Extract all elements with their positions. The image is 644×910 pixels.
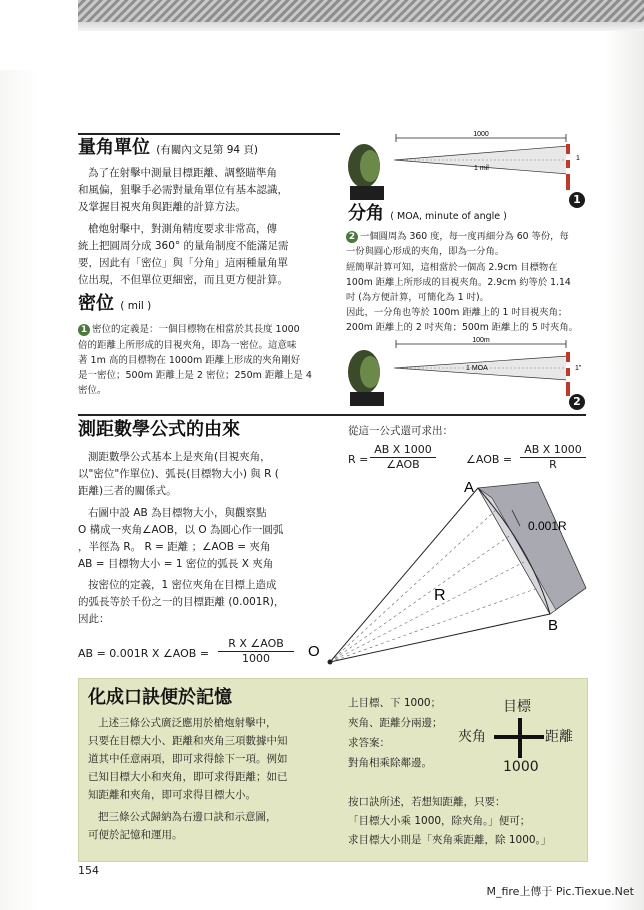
header-hatch-band [78, 0, 644, 22]
label-b: B [548, 617, 559, 634]
moa-subtitle: ( MOA, minute of angle ) [390, 211, 507, 222]
moa-sighting-figure [346, 336, 586, 408]
formula1-denominator: ∠AOB [386, 458, 420, 471]
section1-para2-line: 槍炮射擊中，對測角精度要求非常高，傳 [88, 223, 277, 235]
section1-title-text: 量角單位 [78, 137, 150, 158]
target-pole-stripe [566, 362, 570, 368]
rhyme-line: 對角相乘除鄰邊。 [348, 757, 432, 769]
formula1-left: R = [348, 453, 369, 466]
height-label: 1 [576, 155, 580, 162]
ab-formula-left: AB = 0.001R X ∠AOB = [78, 647, 210, 660]
formula2-fraction [520, 443, 586, 472]
header-shade [78, 22, 644, 31]
mil-line: 著 1m 高的目標物在 1000m 距離上形成的夾角剛好 [78, 355, 301, 366]
cross-left-label: 夾角 [458, 729, 486, 745]
label-a: A [464, 479, 475, 496]
mnemonic-para1-line: 知距離和夾角，即可求得目標大小。 [88, 789, 256, 801]
distance-label: 1000 [473, 131, 489, 138]
mnemonic-title: 化成口訣便於記憶 [88, 687, 232, 708]
mil-title [78, 293, 152, 314]
section2-title: 測距數學公式的由來 [78, 419, 240, 440]
mnemonic-para1-line: 已知目標大小和夾角，即可求得距離；如已 [88, 771, 288, 783]
label-arc: 0.001R [528, 519, 567, 533]
cross-right-label: 距離 [545, 729, 573, 745]
page-number: 154 [78, 864, 99, 877]
figure-2-badge: 2 [569, 394, 585, 410]
section1-para2-line: 統上把圓周分成 360° 的量角制度不能滿足需 [78, 240, 289, 252]
mil-line: 倍的距離上所形成的目視夾角，即為一密位。這意味 [78, 340, 297, 351]
rule-line: 按口訣所述，若想知距離，只要： [348, 796, 506, 808]
section2-para1-line: 距離)三者的關係式。 [78, 485, 177, 497]
formula2-left: ∠AOB = [466, 453, 513, 466]
target-pole-stripe [566, 154, 570, 160]
section2-para1-line: 測距數學公式基本上是夾角(目視夾角， [88, 451, 271, 463]
moa-title [348, 203, 507, 224]
moa-line [346, 229, 569, 244]
formula2-numerator: AB X 1000 [520, 443, 586, 458]
section1-rule [78, 133, 340, 135]
mnemonic-para2-line: 把三條公式歸納為右邊口訣和示意圖， [98, 811, 277, 823]
section1-title [78, 137, 259, 158]
derive-caption: 從這一公式還可求出： [348, 425, 453, 437]
angle-label: 1 MOA [466, 365, 488, 372]
section1-para1-line: 和風偏，狙擊手必需對量角單位有基本認識， [78, 184, 288, 196]
mnemonic-para1-line: 上述三條公式廣泛應用於槍炮射擊中， [98, 717, 277, 729]
point-o [328, 660, 333, 665]
section2-para2-line: 右圖中設 AB 為目標物大小，與觀察點 [88, 507, 267, 519]
cross-bottom-label: 1000 [503, 759, 539, 775]
section2-para3-line: 按密位的定義，1 密位夾角在目標上造成 [88, 579, 277, 591]
number-1-icon: 1 [78, 324, 90, 336]
mnemonic-para2-line: 可便於記憶和運用。 [88, 829, 183, 841]
section2-para2-line: ，半徑為 R。 R = 距離 ；∠AOB = 夾角 [78, 541, 271, 553]
angle-geometry-diagram [300, 470, 590, 670]
target-pole [566, 352, 570, 396]
mil-line: 密位。 [78, 385, 107, 396]
mnemonic-para1-line: 只要在目標大小、距離和夾角三項數據中知 [88, 735, 288, 747]
target-pole-stripe [566, 168, 570, 174]
moa-line: 一份與圓心形成的夾角，即為一分角。 [346, 246, 505, 257]
dashed-ray [330, 510, 496, 662]
moa-line: 100m 距離上所形成的目視夾角。2.9cm 約等於 1.14 [346, 277, 571, 288]
cross-top-label: 目標 [503, 699, 531, 715]
moa-line: 經簡單計算可知，這相當於一個高 2.9cm 目標物在 [346, 262, 558, 273]
section2-para3-line: 的弧長等於千份之一的目標距離 (0.001R)， [78, 596, 285, 608]
number-2-icon: 2 [346, 231, 358, 243]
formula1-fraction [370, 443, 436, 472]
section2-para2-line: O 構成一夾角∠AOB，以 O 為圓心作一圓弧 [78, 524, 284, 536]
section2-para1-line: 以"密位"作單位)、弧長(目標物大小) 與 R ( [78, 468, 279, 480]
upload-credit: M_fire上傳于 Pic.Tiexue.Net [486, 885, 634, 898]
formula1-numerator: AB X 1000 [370, 443, 436, 458]
ray-ob [330, 614, 550, 662]
mnemonic-para1-line: 道其中任意兩項，即可求得餘下一項。例如 [88, 753, 288, 765]
mil-sighting-figure [346, 130, 586, 206]
moa-line: 吋 (為方便計算，可簡化為 1 吋)。 [346, 292, 489, 303]
section1-subtitle: (有關內文見第 94 頁) [156, 144, 259, 156]
mil-line [78, 322, 300, 337]
section1-para1-line: 為了在射擊中測量目標距離、調整瞄準角 [88, 167, 277, 179]
label-o: O [308, 643, 320, 660]
moa-line: 200m 距離上的 2 吋夾角；500m 距離上的 5 吋夾角。 [346, 322, 578, 333]
target-pole [566, 144, 570, 190]
section2-rule [78, 414, 586, 416]
moa-line-text: 一個圓周為 360 度，每一度再細分為 60 等份，每 [360, 231, 569, 242]
label-r: R [434, 587, 446, 604]
moa-title-text: 分角 [348, 203, 384, 224]
section1-para2-line: 位出現，不但單位更細密，而且更方便計算。 [78, 274, 288, 286]
dashed-ray [330, 562, 524, 662]
cross-horizontal [494, 735, 544, 739]
moa-line: 因此，一分角也等於 100m 距離上的 1 吋目視夾角； [346, 307, 568, 318]
section2-para2-line: AB = 目標物大小 = 1 密位的弧長 X 夾角 [78, 558, 274, 570]
rhyme-line: 夾角、距離分兩邊； [348, 717, 443, 729]
ab-formula-denominator: 1000 [242, 652, 270, 665]
rule-line: 求目標大小則是「夾角乘距離，除 1000。」 [348, 834, 552, 846]
dashed-ray [330, 534, 512, 662]
rhyme-line: 上目標、下 1000； [348, 697, 442, 709]
soldier-head-icon [348, 144, 384, 200]
mil-title-text: 密位 [78, 293, 114, 314]
distance-label: 100m [472, 337, 490, 344]
target-pole-stripe [566, 376, 570, 382]
formula2-denominator: R [549, 458, 557, 471]
section2-para3-line: 因此： [78, 613, 110, 625]
rhyme-line: 求答案： [348, 737, 390, 749]
rule-line: 「目標大小乘 1000，除夾角。」便可； [348, 815, 531, 827]
mil-line-text: 密位的定義是：一個目標物在相當於其長度 1000 [92, 324, 300, 335]
height-label: 1" [575, 365, 582, 372]
angle-label: 1 mil [474, 165, 489, 172]
figure-1-badge: 1 [569, 192, 585, 208]
section1-para2-line: 要，因此有「密位」與「分角」這兩種量角單 [78, 257, 288, 269]
soldier-head-icon [348, 350, 384, 406]
mil-subtitle: ( mil ) [120, 300, 152, 312]
mil-line: 是一密位；500m 距離上是 2 密位；250m 距離上是 4 [78, 370, 312, 381]
ab-formula-numerator: R X ∠AOB [218, 637, 294, 652]
ab-formula-fraction [218, 637, 294, 666]
section1-para1-line: 及掌握目視夾角與距離的計算方法。 [78, 201, 246, 213]
